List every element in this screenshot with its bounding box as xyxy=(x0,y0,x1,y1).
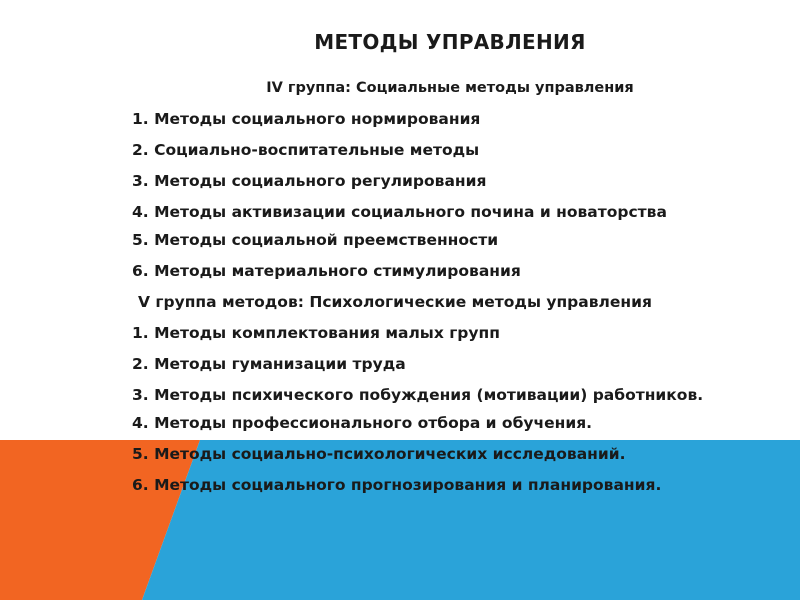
list-item: 2. Социально-воспитательные методы xyxy=(132,141,480,159)
list-item: 1. Методы социального нормирования xyxy=(132,110,481,128)
list-item: 3. Методы психического побуждения (мотивации) работников. xyxy=(132,386,704,404)
list-item: 4. Методы профессионального отбора и обучения. xyxy=(132,414,593,432)
list-item: 5. Методы социально-психологических исследований. xyxy=(132,445,626,463)
list-item: 6. Методы материального стимулирования xyxy=(132,262,521,280)
slide-title: МЕТОДЫ УПРАВЛЕНИЯ xyxy=(314,30,586,54)
methods-list xyxy=(132,110,792,507)
list-item: 6. Методы социального прогнозирования и планирования. xyxy=(132,476,662,494)
list-item: 1. Методы комплектования малых групп xyxy=(132,324,500,342)
list-item: 4. Методы активизации социального почина и новаторства xyxy=(132,203,667,221)
list-item: 5. Методы социальной преемственности xyxy=(132,231,499,249)
slide-subtitle: IV группа: Социальные методы управления xyxy=(266,80,634,96)
list-item: 3. Методы социального регулирования xyxy=(132,172,487,190)
list-item: 2. Методы гуманизации труда xyxy=(132,355,406,373)
group-header: V группа методов: Психологические методы управления xyxy=(138,293,652,311)
